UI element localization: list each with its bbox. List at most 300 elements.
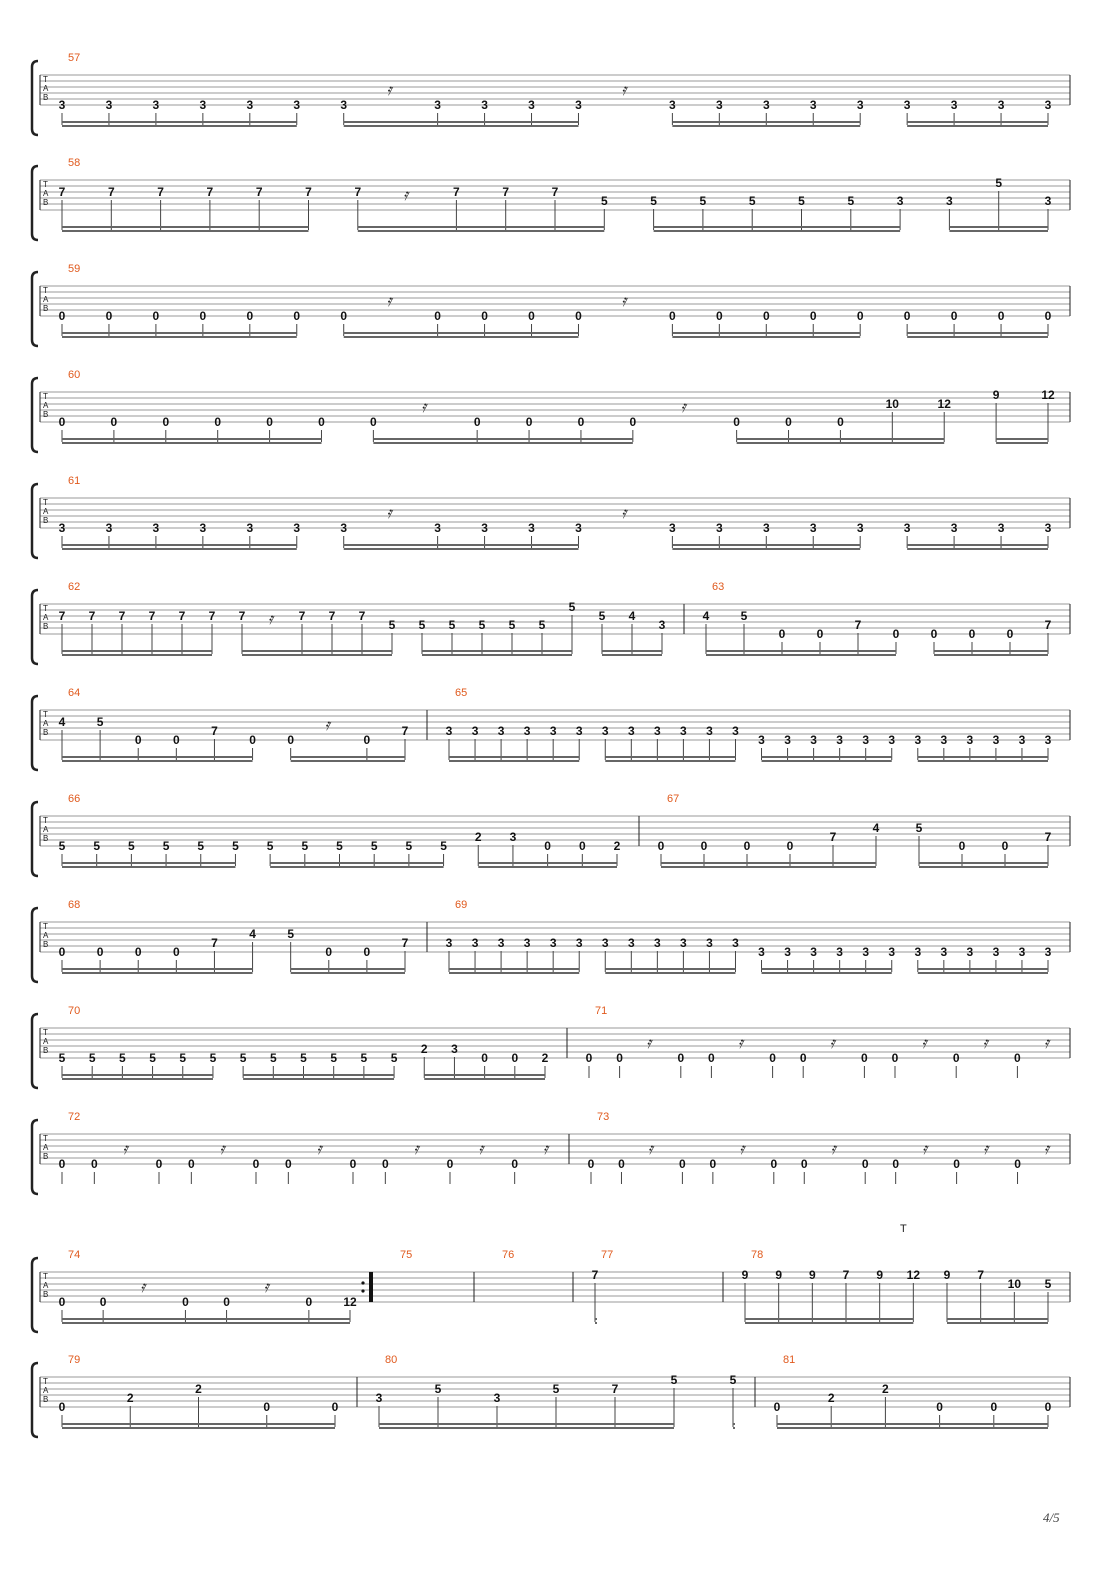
fret-number: 3: [523, 936, 531, 950]
fret-number: 5: [434, 1382, 442, 1396]
beam: [242, 654, 392, 656]
tab-clef-letter: A: [43, 719, 49, 728]
fret-number: 0: [284, 1157, 292, 1171]
fret-number: 0: [809, 309, 817, 323]
fret-number: 3: [105, 521, 113, 535]
fret-number: 5: [600, 194, 608, 208]
beam: [62, 862, 235, 864]
measure: [59, 52, 1052, 127]
fret-number: 5: [390, 1051, 398, 1065]
beam: [745, 1318, 913, 1320]
fret-number: 0: [446, 1157, 454, 1171]
beam: [62, 121, 297, 123]
tab-clef-letter: T: [43, 75, 48, 84]
fret-number: 5: [798, 194, 805, 208]
beam: [672, 125, 860, 127]
measure-number: 67: [667, 793, 680, 805]
measure: [474, 1249, 514, 1302]
fret-number: 3: [105, 98, 113, 112]
beam: [919, 866, 1048, 868]
measure: [59, 1354, 339, 1429]
fret-number: 3: [481, 98, 488, 112]
fret-number: 3: [340, 521, 348, 535]
beam: [918, 756, 1048, 758]
tab-clef-letter: A: [43, 507, 49, 516]
fret-number: 0: [837, 415, 844, 429]
fret-number: 5: [568, 600, 576, 614]
measure-number: 79: [68, 1354, 81, 1366]
fret-number: 2: [474, 830, 482, 844]
fret-number: 3: [601, 724, 609, 738]
fret-number: 5: [370, 839, 378, 853]
fret-number: 7: [401, 724, 409, 738]
system-bracket: [32, 484, 38, 558]
fret-number: 4: [249, 927, 256, 941]
beam: [344, 548, 579, 550]
fret-number: 3: [58, 98, 66, 112]
fret-number: 5: [699, 194, 707, 208]
fret-number: 7: [354, 185, 362, 199]
tab-clef-letter: T: [43, 498, 48, 507]
tab-clef-letter: B: [43, 940, 49, 949]
fret-number: 0: [318, 415, 325, 429]
beam: [737, 442, 945, 444]
beam: [242, 650, 392, 652]
tab-clef-letter: T: [43, 392, 48, 401]
tab-clef-letter: A: [43, 295, 49, 304]
fret-number: 5: [119, 1051, 126, 1065]
fret-number: 3: [896, 194, 904, 208]
measure: [59, 1005, 549, 1080]
fret-number: 0: [481, 1051, 488, 1065]
fret-number: 0: [800, 1157, 808, 1171]
beam: [602, 650, 662, 652]
beam: [373, 442, 632, 444]
beam: [762, 972, 892, 974]
measure-number: 78: [751, 1249, 764, 1261]
fret-number: 0: [99, 1295, 107, 1309]
beam: [344, 336, 579, 338]
beam: [379, 1427, 674, 1429]
fret-number: 3: [669, 98, 676, 112]
beam: [62, 968, 253, 970]
fret-number: 0: [769, 1051, 776, 1065]
beam: [996, 442, 1048, 444]
beam: [344, 544, 579, 546]
beam: [672, 544, 860, 546]
fret-number: 7: [829, 830, 837, 844]
sixteenth-rest: 𝄿: [621, 80, 627, 99]
fret-number: 12: [937, 397, 951, 411]
fret-number: 5: [149, 1051, 156, 1065]
tab-clef-letter: B: [43, 1290, 49, 1299]
fret-number: 3: [375, 1391, 383, 1405]
fret-number: 9: [876, 1268, 884, 1282]
sixteenth-rest: 𝄿: [122, 1139, 128, 1158]
staff-row: [32, 1354, 1070, 1437]
fret-number: 7: [977, 1268, 985, 1282]
beam: [595, 1322, 597, 1324]
fret-number: 7: [211, 936, 218, 950]
fret-number: 3: [575, 521, 582, 535]
fret-number: 7: [178, 609, 186, 623]
sixteenth-rest: 𝄿: [982, 1033, 988, 1052]
fret-number: 2: [827, 1391, 835, 1405]
fret-number: 3: [575, 936, 583, 950]
fret-number: 5: [301, 839, 309, 853]
system-bracket: [32, 696, 38, 770]
fret-number: 7: [305, 185, 312, 199]
fret-number: 0: [936, 1400, 943, 1414]
beam: [62, 332, 297, 334]
fret-number: 2: [882, 1382, 889, 1396]
measure: [361, 1249, 412, 1302]
fret-number: 0: [528, 309, 535, 323]
tab-clef-letter: B: [43, 1395, 49, 1404]
fret-number: 0: [950, 309, 958, 323]
fret-number: 7: [854, 618, 862, 632]
fret-number: 7: [358, 609, 366, 623]
fret-number: 0: [110, 415, 118, 429]
tab-clef-letter: B: [43, 728, 49, 737]
fret-number: 7: [401, 936, 409, 950]
measure: [427, 899, 1052, 974]
staff-row: [32, 1249, 1070, 1332]
fret-number: 0: [669, 309, 676, 323]
beam: [62, 972, 253, 974]
beam: [62, 1318, 350, 1320]
measure-number: 62: [68, 581, 81, 593]
measure-number: 63: [712, 581, 725, 593]
fret-number: 7: [611, 1382, 619, 1396]
sixteenth-rest: 𝄿: [621, 503, 627, 522]
sixteenth-rest: 𝄿: [268, 609, 273, 628]
beam: [918, 972, 1048, 974]
fret-number: 3: [997, 98, 1005, 112]
tab-clef-letter: B: [43, 93, 49, 102]
fret-number: 3: [1044, 194, 1052, 208]
fret-number: 7: [206, 185, 214, 199]
fret-number: 5: [162, 839, 170, 853]
fret-number: 9: [775, 1268, 783, 1282]
tab-clef-letter: T: [43, 1272, 48, 1281]
fret-number: 3: [1044, 98, 1052, 112]
system-bracket: [32, 166, 38, 240]
beam: [733, 1423, 735, 1425]
fret-number: 5: [729, 1373, 737, 1387]
fret-number: 5: [269, 1051, 277, 1065]
fret-number: 0: [1006, 627, 1014, 641]
measure: [427, 687, 1052, 762]
fret-number: 0: [892, 1157, 900, 1171]
beam: [62, 125, 297, 127]
fret-number: 7: [208, 609, 216, 623]
measure: [357, 1354, 737, 1429]
fret-number: 0: [816, 627, 824, 641]
fret-number: 5: [128, 839, 135, 853]
measure: [59, 475, 1052, 550]
tab-clef-letter: B: [43, 622, 49, 631]
fret-number: 3: [732, 936, 739, 950]
measure: [59, 263, 1052, 338]
fret-number: 0: [958, 839, 966, 853]
fret-number: 2: [613, 839, 621, 853]
tab-clef-letter: B: [43, 516, 49, 525]
sixteenth-rest: 𝄿: [316, 1139, 322, 1158]
fret-number: 3: [1044, 521, 1052, 535]
fret-number: 0: [861, 1157, 869, 1171]
measure-number: 72: [68, 1111, 81, 1123]
beam: [291, 972, 405, 974]
measure-number: 74: [68, 1249, 81, 1261]
fret-number: 3: [992, 945, 1000, 959]
beam: [605, 760, 735, 762]
fret-number: 0: [182, 1295, 189, 1309]
measure: [59, 687, 409, 762]
beam: [344, 125, 579, 127]
fret-number: 3: [715, 98, 723, 112]
beam: [672, 121, 860, 123]
fret-number: 3: [706, 724, 713, 738]
fret-number: 5: [915, 821, 923, 835]
beam: [907, 332, 1048, 334]
fret-number: 5: [58, 1051, 66, 1065]
fret-number: 3: [992, 733, 1000, 747]
fret-number: 3: [1018, 945, 1026, 959]
fret-number: 3: [293, 98, 301, 112]
fret-number: 3: [940, 945, 948, 959]
fret-number: 3: [762, 521, 770, 535]
beam: [745, 1322, 913, 1324]
fret-number: 5: [266, 839, 274, 853]
beam: [291, 968, 405, 970]
beam: [424, 1074, 545, 1076]
sixteenth-rest: 𝄿: [921, 1033, 927, 1052]
fret-number: 3: [809, 98, 817, 112]
fret-number: 0: [58, 1295, 66, 1309]
fret-number: 0: [58, 415, 66, 429]
fret-number: 3: [758, 733, 765, 747]
fret-number: 5: [670, 1373, 678, 1387]
staff-row: [32, 475, 1070, 558]
beam: [661, 866, 876, 868]
beam: [949, 226, 1048, 228]
tab-clef-letter: A: [43, 1037, 49, 1046]
fret-number: 0: [340, 309, 348, 323]
fret-number: 0: [770, 1157, 778, 1171]
fret-number: 3: [862, 733, 870, 747]
beam: [344, 332, 579, 334]
fret-number: 3: [497, 724, 505, 738]
fret-number: 3: [784, 945, 791, 959]
fret-number: 7: [157, 185, 164, 199]
fret-number: 9: [808, 1268, 816, 1282]
fret-number: 3: [856, 98, 864, 112]
tab-clef-letter: B: [43, 834, 49, 843]
system-bracket: [32, 908, 38, 982]
measure-number: 69: [455, 899, 468, 911]
fret-number: 3: [152, 521, 160, 535]
fret-number: 3: [601, 936, 609, 950]
sixteenth-rest: 𝄿: [263, 1277, 269, 1296]
beam: [907, 336, 1048, 338]
fret-number: 0: [172, 733, 180, 747]
fret-number: 5: [287, 927, 295, 941]
fret-number: 3: [451, 1042, 458, 1056]
fret-number: 7: [328, 609, 336, 623]
fret-number: 3: [862, 945, 870, 959]
beam: [478, 862, 617, 864]
fret-number: 3: [445, 724, 453, 738]
measure-number: 68: [68, 899, 81, 911]
measure: [573, 1249, 613, 1324]
fret-number: 3: [658, 618, 666, 632]
fret-number: 7: [88, 609, 96, 623]
measure: [723, 1249, 1052, 1324]
fret-number: 2: [541, 1051, 549, 1065]
tab-clef-letter: T: [43, 180, 48, 189]
tab-clef-letter: T: [43, 1377, 48, 1386]
measure-number: 81: [783, 1354, 796, 1366]
fret-number: 3: [914, 733, 922, 747]
sixteenth-rest: 𝄿: [647, 1139, 653, 1158]
sixteenth-rest: 𝄿: [219, 1139, 225, 1158]
fret-number: 0: [743, 839, 751, 853]
fret-number: 0: [162, 415, 170, 429]
fret-number: 4: [702, 609, 710, 623]
staff-row: [32, 1111, 1070, 1194]
fret-number: 9: [741, 1268, 749, 1282]
beam: [62, 230, 309, 232]
fret-number: 0: [657, 839, 665, 853]
fret-number: 0: [511, 1157, 519, 1171]
fret-number: 5: [847, 194, 855, 208]
sixteenth-rest: 𝄿: [386, 291, 392, 310]
beam: [947, 1318, 1048, 1320]
tab-clef-letter: B: [43, 304, 49, 313]
repeat-dot: [361, 1289, 364, 1292]
beam: [919, 862, 1048, 864]
fret-number: 0: [930, 627, 938, 641]
fret-number: 3: [340, 98, 348, 112]
fret-number: 0: [434, 309, 441, 323]
fret-number: 5: [239, 1051, 247, 1065]
fret-number: 0: [861, 1051, 868, 1065]
fret-number: 12: [343, 1295, 357, 1309]
beam: [62, 1423, 335, 1425]
measure: [684, 581, 1052, 656]
fret-number: 0: [381, 1157, 389, 1171]
fret-number: 5: [508, 618, 516, 632]
fret-number: 5: [197, 839, 205, 853]
sixteenth-rest: 𝄿: [983, 1139, 988, 1158]
fret-number: 5: [88, 1051, 96, 1065]
fret-number: 0: [105, 309, 113, 323]
tab-clef-letter: A: [43, 1386, 49, 1395]
fret-number: 5: [232, 839, 239, 853]
fret-number: 0: [733, 415, 740, 429]
tab-clef-letter: A: [43, 825, 49, 834]
tab-clef-letter: A: [43, 931, 49, 940]
fret-number: 3: [575, 98, 582, 112]
system-bracket: [32, 1120, 38, 1194]
fret-number: 0: [891, 1051, 899, 1065]
measure: [755, 1354, 1052, 1429]
fret-number: 3: [784, 733, 791, 747]
beam: [605, 972, 735, 974]
beam: [661, 862, 876, 864]
fret-number: 3: [1018, 733, 1026, 747]
measure-number: 61: [68, 475, 81, 487]
system-bracket: [32, 61, 38, 135]
fret-number: 0: [370, 415, 377, 429]
beam: [62, 650, 212, 652]
fret-number: 5: [388, 618, 396, 632]
beam: [672, 548, 860, 550]
tab-clef-letter: T: [43, 922, 48, 931]
fret-number: 3: [950, 98, 958, 112]
fret-number: 5: [1044, 1277, 1052, 1291]
staff-row: [32, 369, 1070, 452]
fret-number: 5: [418, 618, 426, 632]
fret-number: 0: [587, 1157, 595, 1171]
fret-number: 7: [502, 185, 510, 199]
fret-number: 5: [538, 618, 546, 632]
staff-row: [32, 687, 1070, 770]
fret-number: 5: [336, 839, 343, 853]
beam: [358, 230, 605, 232]
fret-number: 5: [405, 839, 413, 853]
fret-number: 0: [544, 839, 551, 853]
beam: [62, 756, 253, 758]
beam: [449, 968, 579, 970]
sixteenth-rest: 𝄿: [621, 291, 627, 310]
fret-number: 3: [680, 724, 687, 738]
beam: [996, 438, 1048, 440]
system-bracket: [32, 1014, 38, 1088]
fret-number: 5: [740, 609, 748, 623]
fret-number: 0: [700, 839, 708, 853]
repeat-barline: [369, 1272, 373, 1302]
system-bracket: [32, 378, 38, 452]
beam: [733, 1427, 735, 1429]
beam: [654, 230, 901, 232]
measure: [59, 793, 621, 868]
beam: [270, 862, 443, 864]
fret-number: 3: [809, 521, 817, 535]
fret-number: 0: [155, 1157, 163, 1171]
beam: [62, 438, 321, 440]
fret-number: 3: [914, 945, 922, 959]
fret-number: 7: [107, 185, 115, 199]
beam: [358, 226, 605, 228]
beam: [602, 654, 662, 656]
fret-number: 3: [762, 98, 770, 112]
staff-row: [32, 157, 1070, 240]
beam: [706, 654, 896, 656]
fret-number: 3: [58, 521, 66, 535]
fret-number: 0: [172, 945, 180, 959]
beam: [62, 1427, 335, 1429]
measure: [567, 1005, 1051, 1078]
beam: [672, 336, 860, 338]
fret-number: 3: [471, 724, 479, 738]
fret-number: 0: [266, 415, 273, 429]
fret-number: 5: [598, 609, 606, 623]
fret-number: 5: [209, 1051, 217, 1065]
fret-number: 0: [762, 309, 770, 323]
fret-number: 0: [1044, 1400, 1052, 1414]
